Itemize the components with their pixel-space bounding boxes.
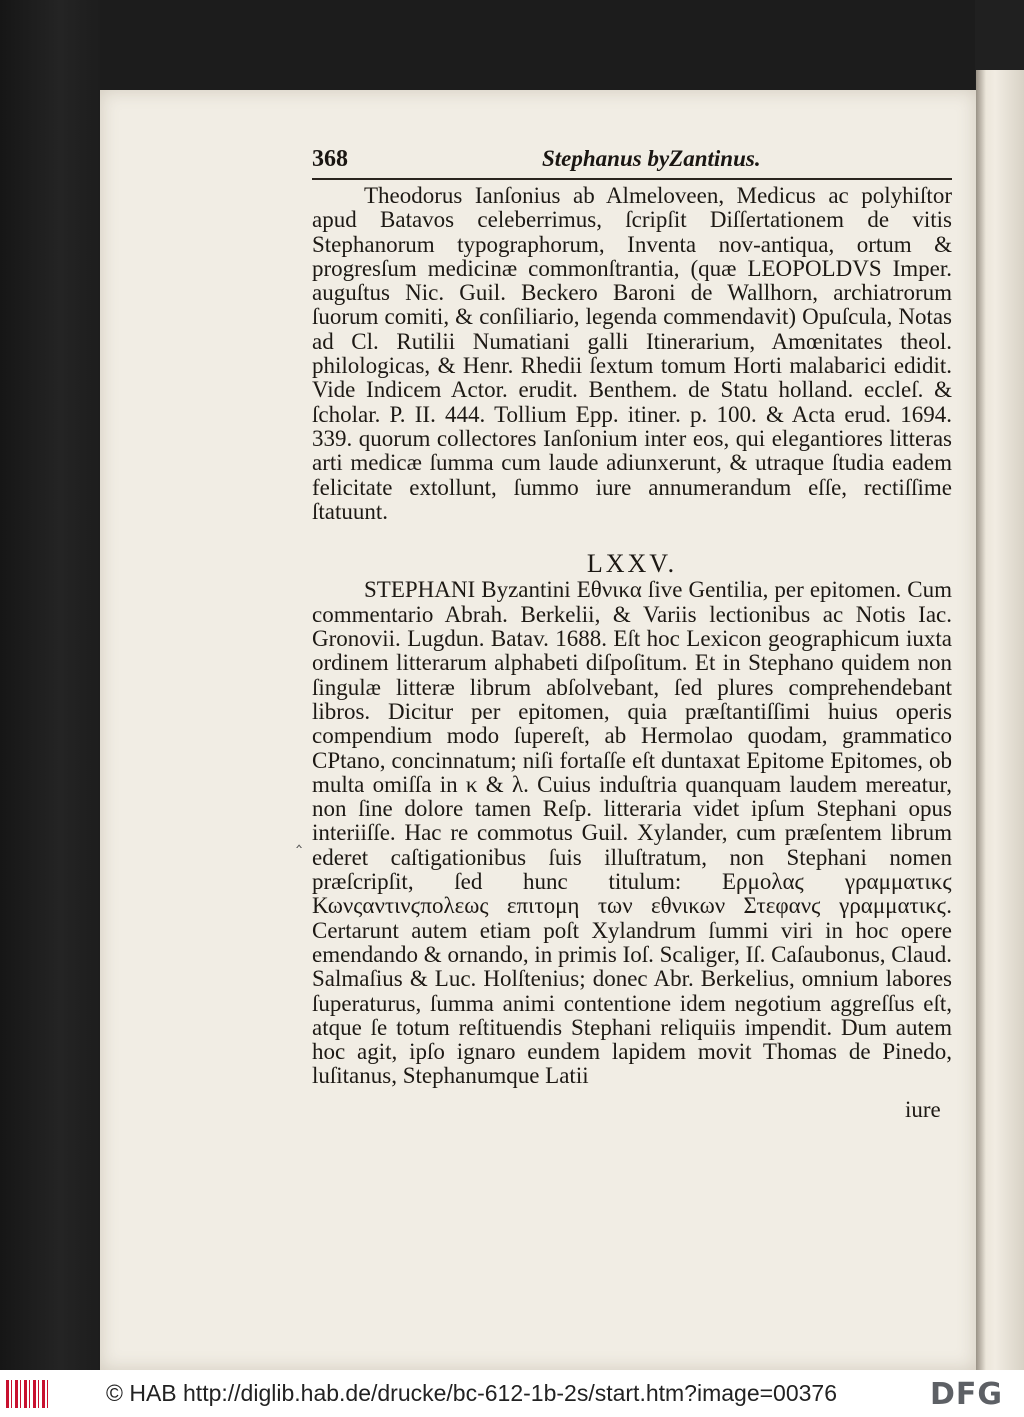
catchword: iure [905,1097,941,1122]
margin-mark: ‸ [296,828,303,848]
page-body [312,184,952,1089]
paragraph-stephani: STEPHANI Byzantini Εθνικα ſive Gentilia, per epitomen. Cum commentario Abrah. Berkelii, & Variis lectionibus ac Notis Iac. Gronovii. Lugdun. Batav. 1688. Eſt hoc Lexicon geographicum iuxta ordinem litterarum alphabeti diſpoſitum. Et in Stephano quidem non ſingulæ litteræ librum abſolvebant, ſed plures comprehendebant libros. Dicitur per epitomen, quia præſtantiſſimi huius operis compendium modo ſupereſt, ab Hermolao quodam, grammatico CPtano, concinnatum; niſi fortaſſe eſt duntaxat Epitome Epitomes, ob multa omiſſa in κ & λ. Cuius induſtria quanquam laudem mereatur, non ſine dolore tamen Reſp. litteraria videt ipſum Stephani opus interiiſſe. Hac re commotus Guil. Xylander, cum præſentem librum ederet caſtigationibus ſuis illuſtratum, non Stephani nomen præſcripſit, ſed hunc titulum: Ερμολαϛ γραμματικϛ Κωνςαντινϛπολεως επιτομη των εθνικων Στεφανϛ γραμματικϛ. Certarunt autem etiam poſt Xylandrum ſummi viri in hoc opere emendando & ornando, in primis Ioſ. Scaliger, Iſ. Caſaubonus, Claud. Salmaſius & Luc. Holſtenius; donec Abr. Berkelius, omnium labores ſuperaturus, ſumma animi contentione idem negotium aggreſſus eſt, atque ſe totum reſtituendis Stephani reliquiis impendit. Dum autem hoc agit, ipſo ignaro eundem lapidem movit Thomas de Pinedo, luſitanus, Stephanumque Latii [312,577,952,1089]
permalink-text[interactable]: © HAB http://diglib.hab.de/drucke/bc-612-1b-2s/start.htm?image=00376 [106,1380,838,1406]
header-rule [312,178,952,180]
paragraph-almeloveen: Theodorus Ianſonius ab Almeloveen, Medicus ac polyhiſtor apud Batavos celeberrimus, ſcripſit Diſſertationem de vitis Stephanorum typographorum, Inventa nov-antiqua, ortum & progresſum medicinæ commonſtrantia, (quæ LEOPOLDVS Imper. auguſtus Nic. Guil. Beckero Baroni de Wallhorn, archiatrorum ſuorum comiti, & conſiliario, legenda commendavit) Opuſcula, Notas ad Cl. Rutilii Numatiani galli Itinerarium, Amœnitates theol. philologicas, & Henr. Rhedii ſextum tomum Horti malabarici edidit. Vide Indicem Actor. erudit. Benthem. de Statu holland. eccleſ. & ſcholar. P. II. 444. Tollium Epp. itiner. p. 100. & Acta erud. 1694. 339. quorum collectores Ianſonium inter eos, qui elegantiores litteras arti medicæ ſumma cum laude adiunxerunt, & utraque ſtudia eadem felicitate extollunt, ſummo iure annumerandum eſſe, rectiſſime ſtatuunt. [312,183,952,524]
scan-background-left [0,0,100,1370]
viewer-footer [0,1370,1024,1417]
dfg-logo: DFG [930,1377,1004,1412]
section-title: LXXV. [586,549,678,579]
page-number: 368 [312,146,348,172]
page-header [312,146,952,182]
facing-page-edge [976,70,1024,1370]
running-head: Stephanus byZantinus. [542,146,761,171]
hab-logo-icon [6,1380,48,1408]
